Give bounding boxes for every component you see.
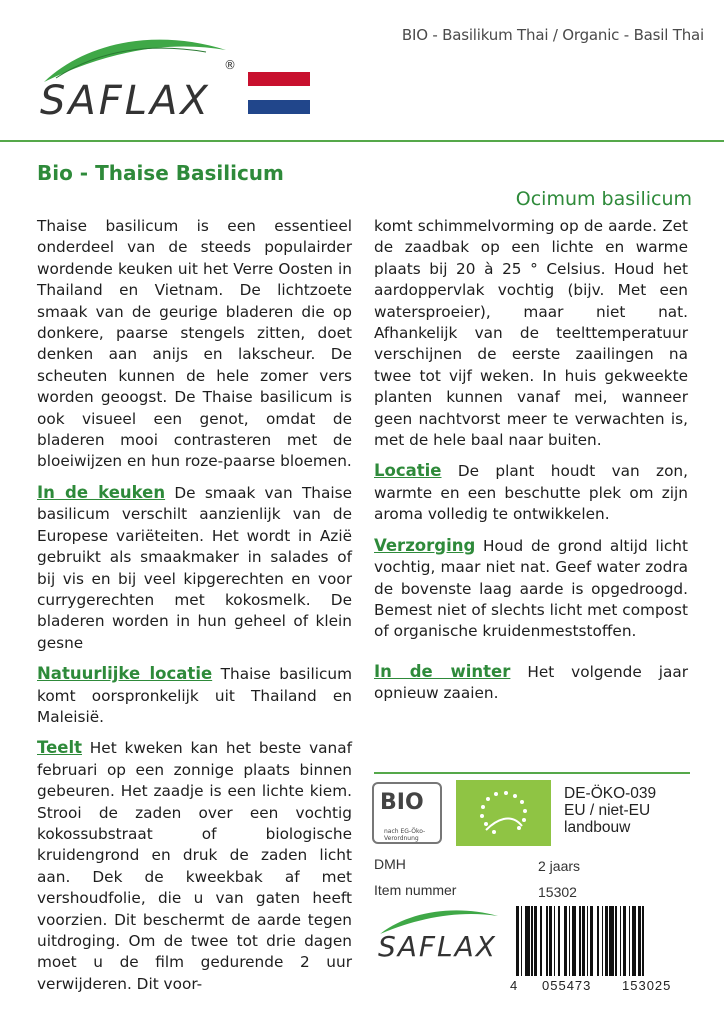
verzorging-text: Houd de grond altijd licht vochtig, maar niet nat. Geef water zodra de bovenste laag aarde is opgedroogd. Bemest niet of slechts licht met compost of organische kruidenmeststoffen. bbox=[374, 536, 688, 641]
cert-type: landbouw bbox=[564, 819, 631, 836]
barcode-bars bbox=[516, 906, 696, 976]
barcode bbox=[510, 906, 700, 994]
intro-paragraph: Thaise basilicum is een essentieel onderdeel van de steeds populairder wordende keuken uit het Verre Oosten in Thailand en Vietnam. De lichtzoete smaak van de geurige bladeren die op donkere, paarse stengels zitten, doet denken aan anijs en lakscheur. De scheuten kunnen de hele zomer vers worden geoogst. De Thaise basilicum is ook visueel een genot, omdat de bladeren mooi contrasteren met de bloeiwijzen en hun roze-paarse bloemen. bbox=[37, 217, 352, 471]
barcode-digit-first: 4 bbox=[510, 978, 518, 993]
winter-text: Het volgende jaar opnieuw zaaien. bbox=[374, 662, 688, 703]
teelt-text: Het kweken kan het beste vanaf februari op een zonnige plaats binnen gebeuren. Het zaadje is een lichte kiem. Strooi de zaden over een vochtig kokossubstraat of biologische kruidengrond en druk de zaden licht aan. Dek de kweekbak af met vershoudfolie, die u van gaten heeft voorzien. Dit beschermt de aarde tegen uitdroging. Om de twee tot drie dagen moet u de film gedurende 2 uur verwijderen. Dit voor- bbox=[37, 739, 352, 993]
saflax-logo-small bbox=[374, 904, 504, 974]
cert-divider bbox=[374, 772, 690, 774]
page-title: Bio - Thaise Basilicum bbox=[37, 161, 284, 185]
registered-mark: ® bbox=[224, 58, 236, 72]
natural-location-text: Thaise basilicum komt oorspronkelijk uit Thailand en Maleisië. bbox=[37, 665, 352, 726]
kitchen-heading: In de keuken bbox=[37, 482, 166, 502]
bio-seal-icon bbox=[372, 782, 442, 844]
kitchen-text: De smaak van Thaise basilicum verschilt aanzienlijk van de Europese variëteiten. Het wordt in Azië gebruikt als smaakmaker in salades of bij vis en bij veel kipgerechten en voor currygerechten met kokosmelk. De bladeren worden in hun geheel of klein gesne bbox=[37, 483, 352, 652]
left-column bbox=[37, 216, 352, 1004]
locatie-section bbox=[374, 460, 688, 525]
cert-code: DE-ÖKO-039 bbox=[564, 785, 657, 802]
kitchen-section bbox=[37, 482, 352, 654]
verzorging-section bbox=[374, 535, 688, 643]
barcode-bar bbox=[644, 906, 647, 976]
netherlands-flag-icon bbox=[248, 72, 310, 114]
verzorging-heading: Verzorging bbox=[374, 535, 476, 555]
barcode-group-1: 055473 bbox=[542, 978, 592, 993]
dmh-value: 2 jaars bbox=[538, 858, 581, 874]
natural-location-section bbox=[37, 663, 352, 728]
eu-organic-leaf-icon bbox=[456, 780, 551, 846]
header-divider bbox=[0, 140, 724, 142]
teelt-continued: komt schimmelvorming op de aarde. Zet de zaadbak op een lichte en warme plaats bij 20 à 25 ° Celsius. Houd het aardoppervlak vochtig (bijv. Met een watersproeier), maar niet nat. Afhankelijk van de teelttemperatuur verschijnen de eerste zaailingen na twee tot vijf weken. In huis gekweekte planten kunnen vanaf mei, wanneer geen nachtvorst meer te verwachten is, met de hele baal naar buiten. bbox=[374, 217, 688, 450]
right-column bbox=[374, 216, 688, 714]
natural-location-heading: Natuurlijke locatie bbox=[37, 664, 213, 684]
teelt-heading: Teelt bbox=[37, 738, 82, 758]
brand-name-small: SAFLAX bbox=[378, 930, 497, 963]
cert-origin: EU / niet-EU bbox=[564, 802, 651, 819]
product-line: BIO - Basilikum Thai / Organic - Basil Thai bbox=[401, 26, 704, 44]
item-number-value: 15302 bbox=[538, 884, 577, 900]
dmh-label: DMH bbox=[374, 856, 406, 872]
locatie-heading: Locatie bbox=[374, 461, 442, 481]
winter-heading: In de winter bbox=[374, 661, 511, 681]
brand-name: SAFLAX bbox=[40, 78, 211, 124]
bio-seal-small-text: nach EG-Öko-Verordnung bbox=[384, 828, 426, 842]
latin-name: Ocimum basilicum bbox=[515, 188, 692, 210]
item-number-label: Item nummer bbox=[374, 882, 457, 898]
locatie-text: De plant houdt van zon, warmte en een beschutte plek om zijn aroma volledig te ontwikkelen. bbox=[374, 462, 688, 524]
certification-text bbox=[564, 785, 656, 836]
bio-seal-label: BIO bbox=[380, 790, 424, 815]
winter-section bbox=[374, 661, 688, 705]
barcode-group-2: 153025 bbox=[622, 978, 672, 993]
saflax-logo bbox=[36, 30, 246, 130]
teelt-section bbox=[37, 737, 352, 995]
